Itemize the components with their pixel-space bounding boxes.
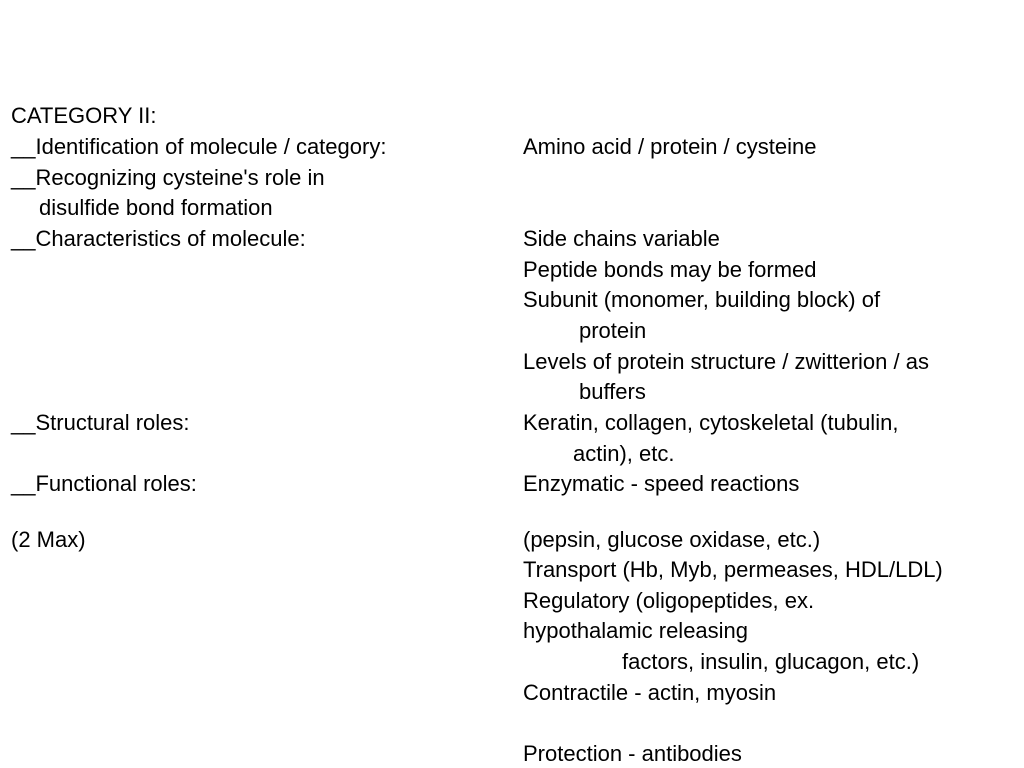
- answer-enzymatic: Enzymatic - speed reactions: [523, 471, 800, 496]
- answer-levels-continued: buffers: [579, 379, 646, 404]
- answer-contractile: Contractile - actin, myosin: [523, 680, 777, 705]
- max-note: (2 Max): [11, 527, 86, 552]
- answer-regulatory-examples: factors, insulin, glucagon, etc.): [622, 649, 920, 674]
- criterion-structural: __Structural roles:: [11, 410, 190, 435]
- answer-structural-continued: actin), etc.: [573, 441, 675, 466]
- answer-structural: Keratin, collagen, cytoskeletal (tubulin,: [523, 410, 899, 435]
- answer-regulatory-continued: hypothalamic releasing: [523, 618, 749, 643]
- criterion-functional: __Functional roles:: [11, 471, 197, 496]
- answer-identification: Amino acid / protein / cysteine: [523, 134, 817, 159]
- answer-side-chains: Side chains variable: [523, 226, 720, 251]
- answer-levels: Levels of protein structure / zwitterion / as: [523, 349, 929, 374]
- category-heading: CATEGORY II:: [11, 103, 157, 128]
- criterion-recognizing-continued: disulfide bond formation: [39, 195, 273, 220]
- answer-transport: Transport (Hb, Myb, permeases, HDL/LDL): [523, 557, 943, 582]
- criterion-recognizing: __Recognizing cysteine's role in: [11, 165, 325, 190]
- answer-regulatory: Regulatory (oligopeptides, ex.: [523, 588, 815, 613]
- criterion-characteristics: __Characteristics of molecule:: [11, 226, 306, 251]
- answer-subunit-continued: protein: [579, 318, 647, 343]
- criterion-identification: __Identification of molecule / category:: [11, 134, 387, 159]
- answer-peptide-bonds: Peptide bonds may be formed: [523, 257, 817, 282]
- answer-subunit: Subunit (monomer, building block) of: [523, 287, 881, 312]
- answer-enzymatic-examples: (pepsin, glucose oxidase, etc.): [523, 527, 821, 552]
- answer-protection: Protection - antibodies: [523, 741, 742, 766]
